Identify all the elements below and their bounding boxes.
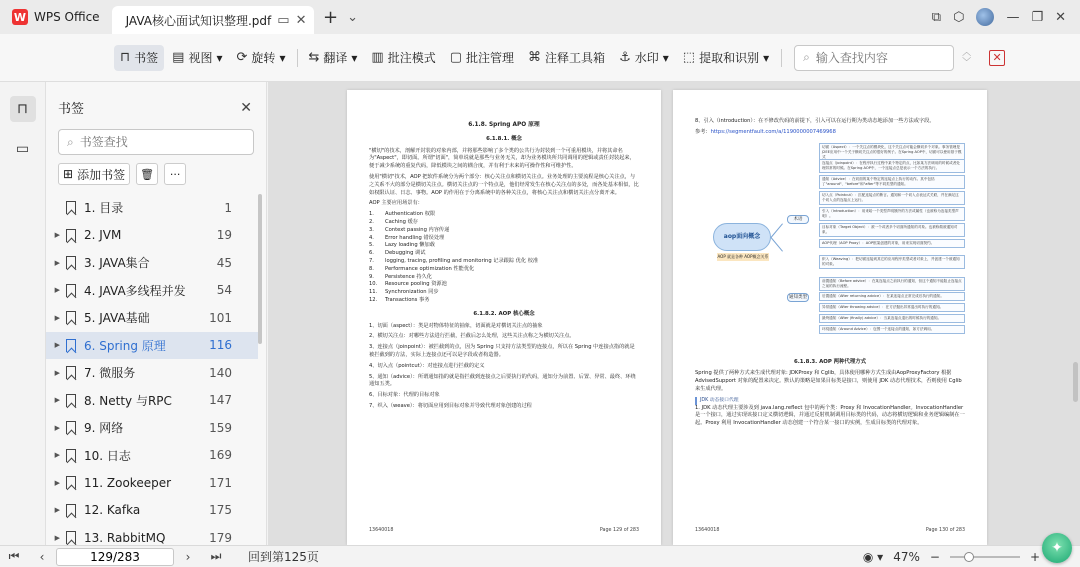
- bookmark-flag-icon: [66, 284, 76, 297]
- document-tab-title: JAVA核心面试知识整理.pdf: [125, 13, 272, 28]
- exit-icon[interactable]: ✕: [989, 50, 1005, 66]
- add-bookmark-icon: ⊞: [63, 167, 74, 181]
- bookmark-page: 147: [209, 393, 232, 408]
- search-icon: ⌕: [67, 134, 74, 149]
- footer-page: Page 130 of 283: [925, 528, 965, 534]
- bookmark-search-input[interactable]: [80, 135, 230, 149]
- annotate-mode-button[interactable]: [365, 45, 441, 71]
- bookmark-page: 19: [216, 228, 232, 243]
- translate-button[interactable]: [302, 45, 363, 71]
- view-button[interactable]: [166, 45, 228, 71]
- reference-link[interactable]: https://segmentfault.com/a/1190000007469968: [710, 128, 836, 135]
- list-item: 3. Context passing 内容传递: [369, 226, 450, 233]
- mindmap-advice-node: 前置通知（Before advice）：在某连接点之前执行的通知，但这个通知不能阻止连接点之前的执行流程。: [819, 277, 965, 291]
- mindmap-node: 通知（Advice）：在切面的某个特定的连接点上执行的动作。其中包括了"around"、"before"和"after"等不同类型的通知。: [819, 175, 965, 189]
- document-scrollbar[interactable]: [1073, 362, 1078, 402]
- extract-button[interactable]: [677, 45, 775, 71]
- chevron-down-icon: ▾: [662, 50, 669, 65]
- last-page-icon[interactable]: ⏭: [210, 549, 222, 563]
- mindmap-node: 切面（Aspect）：一个关注点的模块化，这个关注点可能会横切多个对象。事务管理是 J2EE应用中一个关于横切关注点的很好的例子。在Spring AOP中，切面可以使用基于模式: [819, 143, 965, 162]
- comment-manage-button[interactable]: [444, 45, 520, 71]
- list-item: 12. Transactions 事务: [369, 296, 430, 303]
- expand-arrow-icon[interactable]: ▶: [54, 313, 60, 322]
- close-tab-icon[interactable]: ✕: [295, 12, 307, 28]
- bookmark-item-selected[interactable]: [46, 332, 258, 360]
- app-name: WPS Office: [34, 10, 100, 24]
- find-input[interactable]: [816, 51, 936, 65]
- assistant-icon[interactable]: ✦: [1042, 533, 1072, 563]
- first-page-icon[interactable]: ⏮: [8, 549, 20, 563]
- eye-icon[interactable]: ◉ ▾: [862, 549, 884, 564]
- mindmap-branch-terms: 术语: [787, 215, 809, 224]
- find-nav: [962, 48, 971, 68]
- bookmark-page: 159: [209, 420, 232, 435]
- aop-mindmap: [695, 143, 965, 353]
- mindmap-branch-advice: 通知类型: [789, 294, 807, 300]
- page-number-input[interactable]: [56, 548, 174, 566]
- bookmark-label: 书签: [134, 51, 159, 65]
- bookmark-page: 116: [209, 338, 232, 353]
- annotate-mode-label: 批注模式: [387, 51, 436, 65]
- document-viewer: [268, 82, 1080, 545]
- add-bookmark-button[interactable]: [58, 163, 130, 185]
- bookmark-page: 171: [209, 475, 232, 490]
- bookmark-panel-icon[interactable]: ⊓: [10, 96, 36, 122]
- bookmark-icon: ⊓: [120, 50, 131, 65]
- bookmark-page: 54: [216, 283, 232, 298]
- watermark-icon: ⚓: [619, 50, 631, 65]
- expand-arrow-icon[interactable]: ▶: [54, 368, 60, 377]
- avatar[interactable]: [976, 8, 994, 26]
- bookmark-item[interactable]: [46, 497, 258, 525]
- rotate-icon: ⟳: [236, 50, 248, 65]
- footer-page: Page 129 of 283: [599, 528, 639, 534]
- new-tab-icon[interactable]: +: [323, 6, 339, 28]
- bookmark-page: 101: [209, 310, 232, 325]
- bookmark-label: 13. RabbitMQ: [84, 530, 166, 545]
- comment-manage-label: 批注管理: [466, 51, 515, 65]
- toolbox-button[interactable]: [522, 45, 611, 71]
- concept-item: 2、横切关注点：对哪些方法进行拦截，拦截后怎么处理，这些关注点称之为横切关注点。: [369, 333, 575, 340]
- list-item: 9. Persistence 持久化: [369, 273, 432, 280]
- list-item: 6. Debugging 调试: [369, 250, 426, 257]
- more-icon[interactable]: ···: [164, 163, 186, 185]
- comment-panel-icon[interactable]: ▭: [15, 141, 30, 157]
- bookmark-button[interactable]: [114, 45, 164, 71]
- view-icon: ▤: [172, 50, 185, 65]
- close-window-icon[interactable]: ✕: [1055, 9, 1066, 25]
- chevron-down-icon[interactable]: ﹀: [962, 57, 972, 68]
- bookmark-flag-icon: [66, 476, 76, 489]
- annotate-mode-icon: ▥: [371, 50, 384, 65]
- bookmark-item[interactable]: [46, 469, 258, 497]
- zoom-level[interactable]: 47%: [893, 549, 920, 564]
- minimize-icon[interactable]: —: [1006, 9, 1020, 25]
- zoom-out-icon[interactable]: −: [929, 549, 940, 564]
- bookmark-flag-icon: [66, 229, 76, 242]
- paragraph: 1. JDK 动态代理主要涉及到 java.lang.reflect 包中的两个类：Proxy 和 InvocationHandler。InvocationHandler 是一个接口，通过实现该接口定义横切逻辑，并通过反射机制调用目标类的代码，动态将横切逻辑和业务逻辑编制在一起。Proxy 利用 InvocationHandler 动态创建一个符合某一接口的实例，生成目标类的代理对象。: [695, 404, 965, 427]
- subsection-heading: 6.1.8.2. AOP 核心概念: [473, 310, 535, 317]
- zoom-in-icon[interactable]: +: [1029, 549, 1040, 564]
- bookmark-label: 9. 网络: [84, 421, 124, 436]
- bookmark-tools: [58, 163, 266, 185]
- mindmap-node: 引入（Introduction）：用来给一个类型声明额外的方法或属性（也被称为连接类型声明）。: [819, 207, 965, 221]
- bookmark-label: 11. Zookeeper: [84, 475, 172, 490]
- mindmap-node: 目标对象（Target Object）：被一个或者多个切面所通知的对象。也被称做被通知对象。: [819, 223, 965, 237]
- app-home-tab[interactable]: [0, 0, 112, 34]
- screen-icon[interactable]: ▭: [277, 12, 290, 28]
- chevron-down-icon: ▾: [279, 50, 286, 65]
- bookmark-label: 7. 微服务: [84, 366, 136, 381]
- expand-arrow-icon[interactable]: ▶: [54, 506, 60, 515]
- bookmark-flag-icon: [66, 339, 76, 352]
- bookmark-page: 169: [209, 448, 232, 463]
- toolbox-label: 注释工具箱: [545, 51, 606, 65]
- mindmap-connector: [771, 237, 783, 251]
- concept-item: 5、通知（advice）：所谓通知指的就是指拦截到连接点之后要执行的代码，通知分为前置、后置、异常、最终、环绕通知五类。: [369, 373, 636, 388]
- jdk-proxy-heading: JDK 动态接口代理: [695, 397, 965, 405]
- watermark-button[interactable]: [613, 45, 675, 71]
- list-title: AOP 主要应用场景有：: [369, 200, 423, 207]
- bookmark-page: 179: [209, 530, 232, 545]
- expand-arrow-icon[interactable]: ▶: [54, 533, 60, 542]
- subsection-heading: 6.1.8.1. 概念: [486, 135, 522, 142]
- bookmark-flag-icon: [66, 421, 76, 434]
- chevron-down-icon: ▾: [763, 50, 770, 65]
- mindmap-advice-node: 异常通知（After throwing advice）：在方法抛出异常退出时执行的通知。: [819, 303, 965, 312]
- mindmap-advice-node: 最终通知（After (finally) advice）：当某连接点退出的时候执行的通知。: [819, 314, 965, 323]
- list-item: 8. Performance optimization 性能优化: [369, 265, 475, 272]
- paragraph: "横切"的技术，剖解开封装的对象内部，并将那些影响了多个类的公共行为封装到一个可重用模块，并将其命名为"Aspect"，即切面。所谓"切面"，简单说就是那些与业务无关，却为业务模块所共同调用的逻辑或责任封装起来，便于减少系统的重复代码，降低模块之间的耦合度，并有利于未来的可操作性和可维护性。: [369, 147, 635, 170]
- paragraph: Spring 提供了两种方式来生成代理对象: JDKProxy 和 Cglib，具体使用哪种方式生成由AopProxyFactory 根据 AdvisedSupport 对象的配置来决定。默认的策略是如果目标类是接口，则使用 JDK 动态代理技术，否则使用 Cglib 来生成代理。: [695, 370, 962, 392]
- list-item: 11. Synchronization 同步: [369, 289, 439, 296]
- next-page-icon[interactable]: ›: [185, 549, 191, 564]
- expand-arrow-icon[interactable]: ▶: [54, 451, 60, 460]
- search-icon: ⌕: [803, 50, 810, 64]
- zoom-slider[interactable]: [950, 556, 1020, 558]
- chevron-up-icon[interactable]: ︿: [962, 47, 972, 58]
- mindmap-node: AOP代理（AOP Proxy）：AOP框架创建的对象，用来实现切面契约。: [819, 239, 965, 248]
- bookmark-label: 6. Spring 原理: [84, 338, 166, 353]
- prev-page-icon[interactable]: ‹: [39, 549, 45, 564]
- bookmark-item[interactable]: [46, 277, 258, 305]
- restore-icon[interactable]: ❐: [1031, 9, 1044, 25]
- close-icon[interactable]: ✕: [240, 99, 252, 116]
- concept-item: 6、目标对象：代理的目标对象: [369, 392, 440, 399]
- expand-arrow-icon[interactable]: ▶: [54, 341, 60, 350]
- comment-manage-icon: ▢: [449, 50, 463, 65]
- application-list: [369, 211, 639, 305]
- left-rail: [0, 82, 46, 545]
- bookmark-item[interactable]: [46, 249, 258, 277]
- bookmark-label: 8. Netty 与RPC: [84, 393, 172, 408]
- bookmark-flag-icon: [66, 201, 76, 214]
- paragraph: 使用"横切"技术，AOP 把软件系统分为两个部分：核心关注点和横切关注点。业务处理的主要流程是核心关注点，与之关系不大的部分是横切关注点。横切关注点的一个特点是，他们经常发生在核心关注点的多处，而各处基本相似，比如权限认证、日志、事物。AOP 的作用在于分离系统中的各种关注点，将核心关注点和横切关注点分离开来。: [369, 173, 639, 196]
- expand-arrow-icon[interactable]: ▶: [54, 423, 60, 432]
- view-label: 视图: [188, 51, 213, 65]
- rotate-button[interactable]: [231, 45, 292, 71]
- bookmark-item[interactable]: [46, 414, 258, 442]
- bookmark-flag-icon: [66, 449, 76, 462]
- pdf-page-130: [673, 90, 987, 545]
- wps-logo-icon: W: [13, 10, 27, 24]
- expand-arrow-icon[interactable]: ▶: [54, 396, 60, 405]
- bookmark-label: 10. 日志: [84, 448, 131, 463]
- window-controls: [932, 8, 1080, 26]
- bookmark-page: 140: [209, 365, 232, 380]
- cube-icon[interactable]: ⬡: [953, 9, 965, 25]
- toolbox-icon: ⌘: [528, 50, 542, 65]
- reference: 参考：https://segmentfault.com/a/1190000007469968: [695, 128, 836, 135]
- bookmark-search[interactable]: [58, 129, 254, 155]
- expand-arrow-icon[interactable]: ▶: [54, 258, 60, 267]
- pdf-page-129: [347, 90, 661, 545]
- list-item: 10. Resource pooling 资源池: [369, 281, 447, 288]
- bookmark-page: 1: [224, 200, 232, 215]
- concept-item: 3、连接点（joinpoint）：被拦截到的点，因为 Spring 只支持方法类型的连接点，所以在 Spring 中连接点指的就是被拦截到的方法，实际上连接点还可以是字段或者构造器。: [369, 344, 635, 358]
- bookmark-item[interactable]: [46, 442, 258, 470]
- footer-id: 13640018: [695, 528, 720, 534]
- delete-bookmark-icon[interactable]: 🗑: [136, 163, 158, 185]
- toolbar-divider: [781, 49, 782, 67]
- bookmark-label: 12. Kafka: [84, 503, 141, 518]
- page-footer: [369, 527, 639, 535]
- chevron-down-icon: ▾: [351, 50, 358, 65]
- mindmap-advice-node: 环绕通知（Around Advice）：包围一个连接点的通知，如方法调用。: [819, 325, 965, 334]
- section-heading: 6.1.8. Spring APO 原理: [468, 122, 540, 128]
- bookmark-label: 5. JAVA基础: [84, 311, 150, 326]
- bookmark-page: 175: [209, 503, 232, 518]
- bookmark-label: 2. JVM: [84, 228, 122, 243]
- chevron-down-icon: ▾: [216, 50, 223, 65]
- watermark-label: 水印: [634, 51, 659, 65]
- extract-icon: ⬚: [682, 50, 696, 65]
- concept-item: 4、切入点（pointcut）：对连接点进行拦截的定义: [369, 362, 485, 369]
- translate-label: 翻译: [323, 51, 348, 65]
- list-item: 4. Error handling 错误处理: [369, 234, 445, 241]
- extract-label: 提取和识别: [699, 51, 760, 65]
- footer-id: 13640018: [369, 528, 394, 534]
- bookmark-item[interactable]: [46, 222, 258, 250]
- bookmark-item[interactable]: [46, 359, 258, 387]
- expand-arrow-icon[interactable]: ▶: [54, 286, 60, 295]
- list-item: 1. Authentication 权限: [369, 211, 436, 218]
- bookmark-label: 4. JAVA多线程并发: [84, 283, 186, 298]
- window-layout-icon[interactable]: ⧉: [931, 9, 942, 25]
- main-toolbar: [0, 34, 1080, 82]
- subsection-heading: 6.1.8.3. AOP 两种代理方式: [794, 358, 866, 365]
- status-bar: [0, 545, 1080, 567]
- mindmap-connector: [771, 223, 783, 237]
- bookmark-flag-icon: [66, 256, 76, 269]
- toolbar-divider: [297, 49, 298, 67]
- expand-arrow-icon[interactable]: ▶: [54, 231, 60, 240]
- add-bookmark-label: 添加书签: [77, 167, 126, 182]
- zoom-slider-handle[interactable]: [964, 552, 974, 562]
- paragraph: 8、引入（introduction）：在不修改代码的前提下，引入可以在运行期为类动态地添加一些方法或字段。: [695, 118, 935, 124]
- list-item: 7. logging, tracing, profiling and monitoring 记录跟踪 优化 校准: [369, 257, 539, 264]
- find-box[interactable]: [794, 45, 954, 71]
- bookmark-label: 1. 目录: [84, 201, 124, 216]
- title-bar: [0, 0, 1080, 34]
- bookmark-item[interactable]: [46, 304, 258, 332]
- document-tab[interactable]: [112, 6, 314, 34]
- bookmark-flag-icon: [66, 394, 76, 407]
- back-to-page-link[interactable]: 回到第125页: [248, 550, 319, 564]
- mindmap-center: aop面向概念: [713, 223, 771, 251]
- bookmark-page: 45: [216, 255, 232, 270]
- translate-icon: ⇆: [308, 50, 320, 65]
- bookmark-list: [46, 194, 258, 552]
- expand-arrow-icon[interactable]: ▶: [54, 478, 60, 487]
- mindmap-node: 切入点（Pointcut）：匹配连接点的断言。通知和一个切入点表达式关联，并在满足这个切入点的连接点上运行。: [819, 191, 965, 205]
- mindmap-tag: AOP 就是各种 AOP概念关系: [717, 253, 769, 259]
- bookmark-panel-header: [46, 82, 266, 117]
- mindmap-advice-node: 后置通知（After returning advice）：在某连接点正常完成后执行的通知。: [819, 292, 965, 301]
- bookmark-item[interactable]: [46, 194, 258, 222]
- rotate-label: 旋转: [251, 51, 276, 65]
- bookmark-flag-icon: [66, 366, 76, 379]
- tab-list-icon[interactable]: ⌄: [347, 9, 359, 25]
- bookmark-item[interactable]: [46, 387, 258, 415]
- panel-title: 书签: [58, 102, 85, 117]
- list-item: 5. Lazy loading 懒加载: [369, 242, 435, 249]
- bookmark-label: 3. JAVA集合: [84, 256, 150, 271]
- list-item: 2. Caching 缓存: [369, 218, 418, 225]
- mindmap-node: 织入（Weaving）：把切面连接到其它的应用程序类型或者对象上，并创建一个被通知的对象。: [819, 255, 965, 269]
- concept-item: 7、织入（weave）：将切面应用到目标对象并导致代理对象创建的过程: [369, 402, 532, 409]
- page-footer: [695, 527, 965, 535]
- bookmark-panel: [46, 82, 267, 545]
- bookmark-flag-icon: [66, 311, 76, 324]
- bookmark-flag-icon: [66, 531, 76, 544]
- bookmark-flag-icon: [66, 504, 76, 517]
- mindmap-node: 连接点（Joinpoint）：在程序执行过程中某个特定的点，比如某方法调用的时候或者处理异常的时候。在Spring AOP中，一个连接点总是表示一个方法的执行。: [819, 159, 965, 173]
- panel-scrollbar[interactable]: [258, 194, 262, 344]
- concept-item: 1、切面（aspect）：类是对物体特征的抽象，切面就是对横切关注点的抽象: [369, 322, 543, 329]
